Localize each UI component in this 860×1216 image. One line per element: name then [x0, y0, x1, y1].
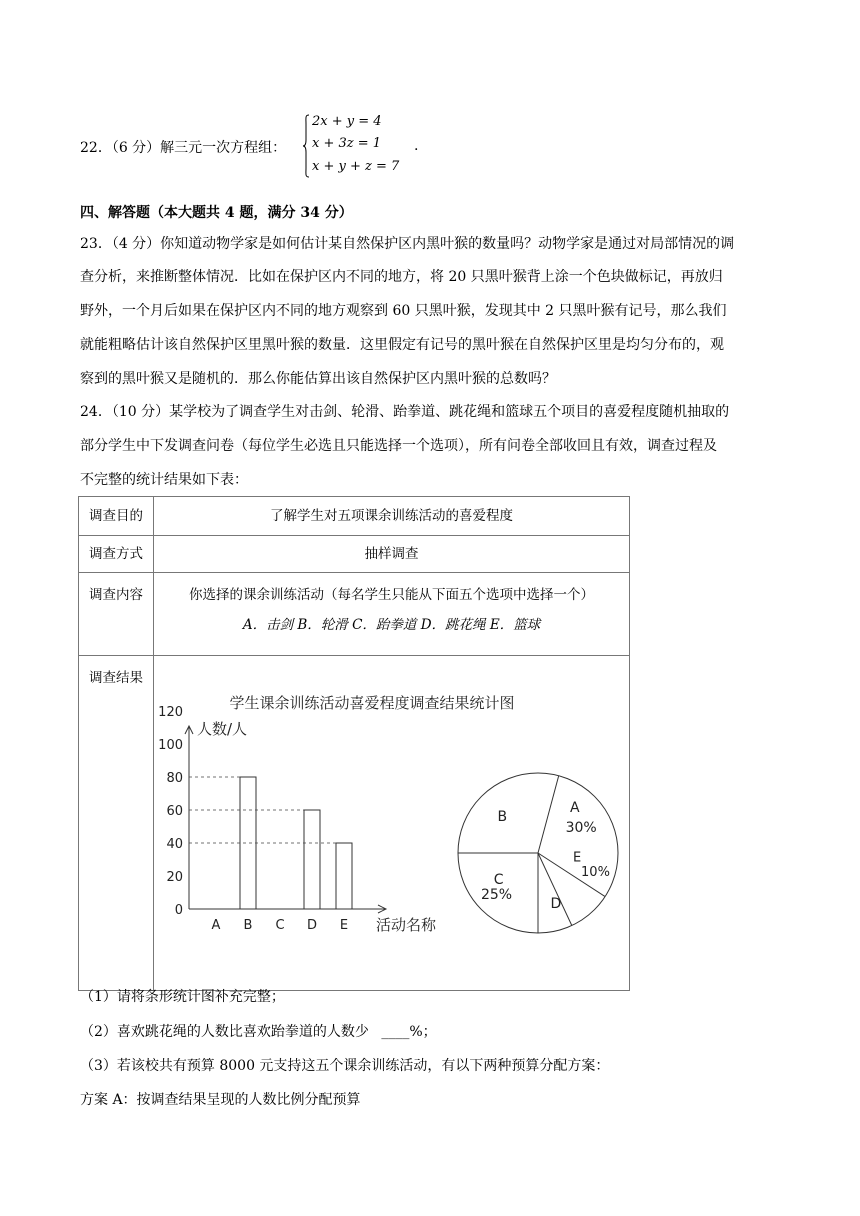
sub-question-2 — [80, 1021, 437, 1041]
method-key: 调查方式 — [79, 536, 154, 573]
y-axis-label: 人数/人 — [197, 720, 248, 738]
result-key: 调查结果 — [79, 656, 154, 991]
bar-chart — [158, 705, 437, 934]
sub-question-1: （1）请将条形统计图补充完整； — [80, 989, 285, 1005]
method-value: 抽样调查 — [154, 536, 630, 573]
section-heading: 四、解答题（本大题共 4 题，满分 34 分） — [80, 205, 353, 221]
purpose-key: 调查目的 — [79, 497, 154, 536]
survey-table — [78, 496, 630, 991]
equation-2: x + 3z = 1 — [312, 136, 382, 151]
purpose-value: 了解学生对五项课余训练活动的喜爱程度 — [154, 497, 630, 536]
content-options: A．击剑 B．轮滑 C．跆拳道 D．跳花绳 E．篮球 — [242, 617, 541, 633]
table-row — [79, 536, 630, 573]
pie-label-B: B — [497, 808, 508, 825]
y-tick-label: 20 — [166, 870, 183, 885]
sub-question-3: （3）若该校共有预算 8000 元支持这五个课余训练活动，有以下两种预算分配方案： — [80, 1058, 610, 1074]
equation-3: x + y + z = 7 — [312, 159, 400, 174]
answer-blank: ____ — [381, 1024, 410, 1040]
content-key: 调查内容 — [79, 573, 154, 656]
q22-end: . — [414, 138, 419, 154]
x-axis-label: 活动名称 — [376, 916, 437, 934]
pie-percent-A: 30% — [565, 819, 597, 836]
q24-line-1: 24．（10 分）某学校为了调查学生对击剑、轮滑、跆拳道、跳花绳和篮球五个项目的喜爱程度随机抽取的 — [80, 404, 730, 420]
y-tick-label: 0 — [174, 903, 183, 918]
q23-line-1: 23．（4 分）你知道动物学家是如何估计某自然保护区内黑叶猴的数量吗？动物学家是通过对局部情况的调 — [80, 236, 735, 252]
x-tick-label: A — [211, 918, 221, 933]
q24-line-2: 部分学生中下发调查问卷（每位学生必选且只能选择一个选项），所有问卷全部收回且有效，调查过程及 — [80, 438, 717, 454]
chart-title: 学生课余训练活动喜爱程度调查结果统计图 — [229, 694, 515, 712]
q23-line-2: 查分析，来推断整体情况．比如在保护区内不同的地方，将 20 只黑叶猴背上涂一个色块做标记，再放归 — [80, 269, 723, 285]
table-row — [79, 656, 630, 991]
sub-question-2-unit: %； — [409, 1024, 437, 1040]
bar-D — [304, 810, 320, 909]
q23-line-5: 察到的黑叶猴又是随机的．那么你能估算出该自然保护区内黑叶猴的总数吗？ — [80, 371, 556, 387]
pie-label-D: D — [550, 896, 562, 913]
q22-label: 22．（6 分）解三元一次方程组： — [80, 140, 287, 156]
table-row — [79, 497, 630, 536]
q24-line-3: 不完整的统计结果如下表： — [80, 472, 248, 488]
result-chart — [154, 656, 628, 986]
left-brace-icon — [302, 114, 310, 178]
x-tick-label: C — [275, 918, 285, 933]
q23-line-4: 就能粗略估计该自然保护区里黑叶猴的数量．这里假定有记号的黑叶猴在自然保护区里是均匀分布的，观 — [80, 337, 724, 353]
q23-line-3: 野外，一个月后如果在保护区内不同的地方观察到 60 只黑叶猴，发现其中 2 只黑叶猴有记号，那么我们 — [80, 303, 727, 319]
bar-B — [240, 777, 256, 909]
y-tick-label: 120 — [158, 705, 183, 720]
plan-a: 方案 A：按调查结果呈现的人数比例分配预算 — [80, 1092, 361, 1108]
pie-label-E: E — [573, 850, 582, 866]
result-chart-cell — [154, 656, 630, 991]
sub-question-2-text: （2）喜欢跳花绳的人数比喜欢跆拳道的人数少 — [80, 1024, 369, 1040]
pie-label-A: A — [570, 800, 580, 817]
content-value — [154, 573, 630, 656]
pie-percent-E: 10% — [581, 865, 610, 881]
pie-label-C: C — [493, 871, 504, 888]
table-row — [79, 573, 630, 656]
pie-chart — [458, 773, 618, 933]
pie-percent-C: 25% — [480, 887, 513, 904]
x-tick-label: B — [243, 918, 253, 933]
content-question: 你选择的课余训练活动（每名学生只能从下面五个选项中选择一个） — [189, 587, 594, 603]
x-tick-label: D — [306, 918, 318, 933]
bar-E — [336, 843, 352, 909]
y-tick-label: 80 — [166, 771, 183, 786]
y-tick-label: 100 — [158, 738, 183, 753]
y-tick-label: 40 — [166, 837, 183, 852]
equation-1: 2x + y = 4 — [312, 114, 382, 129]
y-tick-label: 60 — [166, 804, 183, 819]
x-tick-label: E — [339, 918, 349, 933]
